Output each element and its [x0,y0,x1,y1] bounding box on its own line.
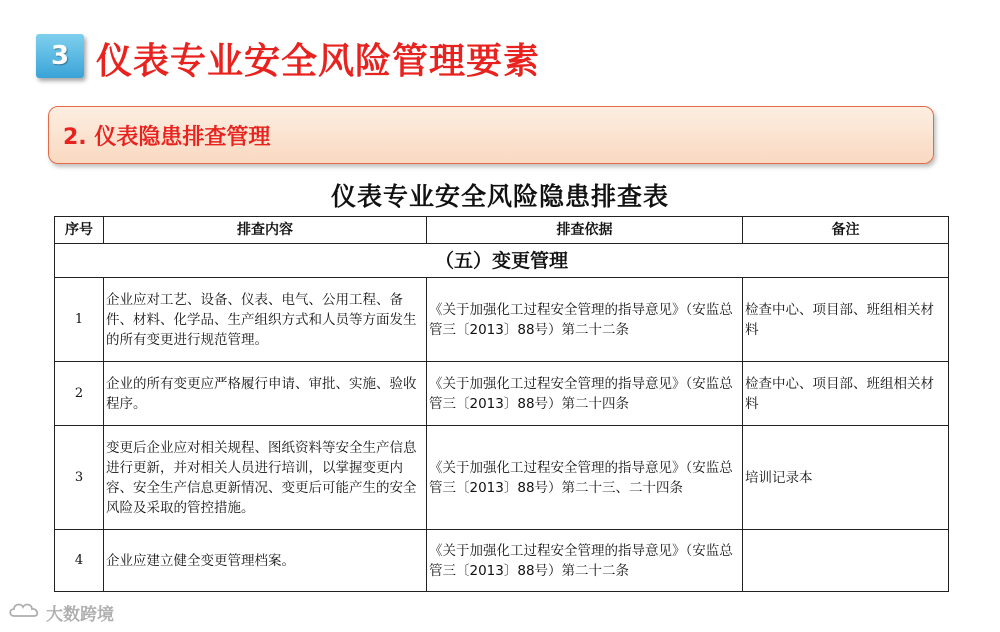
row-number: 3 [55,426,104,530]
page-title: 仪表专业安全风险管理要素 [96,40,541,82]
watermark-text: 大数跨境 [46,604,114,625]
row-note: 检查中心、项目部、班组相关材料 [743,362,949,426]
row-basis: 《关于加强化工过程安全管理的指导意见》（安监总管三〔2013〕88号）第二十四条 [427,362,743,426]
slide-number: 3 [50,41,70,71]
row-basis: 《关于加强化工过程安全管理的指导意见》（安监总管三〔2013〕88号）第二十二条 [427,530,743,592]
column-header-content: 排查内容 [104,217,427,244]
section-banner [48,106,934,164]
table-row [55,426,949,530]
column-header-no: 序号 [55,217,104,244]
row-number: 2 [55,362,104,426]
table-title: 仪表专业安全风险隐患排查表 [330,182,669,211]
row-note: 培训记录本 [743,426,949,530]
row-basis: 《关于加强化工过程安全管理的指导意见》（安监总管三〔2013〕88号）第二十二条 [427,278,743,362]
cloud-logo-icon [8,601,42,624]
column-header-note: 备注 [743,217,949,244]
row-content: 企业的所有变更应严格履行申请、审批、实施、验收程序。 [104,362,427,426]
group-row [55,244,949,278]
row-basis: 《关于加强化工过程安全管理的指导意见》（安监总管三〔2013〕88号）第二十三、二十四条 [427,426,743,530]
table-row [55,278,949,362]
watermark [8,600,114,624]
slide-number-badge [36,34,84,78]
column-header-basis: 排查依据 [427,217,743,244]
row-note: 检查中心、项目部、班组相关材料 [743,278,949,362]
table-row [55,530,949,592]
section-banner-label: 2. 仪表隐患排查管理 [63,124,271,150]
row-content: 企业应对工艺、设备、仪表、电气、公用工程、备件、材料、化学品、生产组织方式和人员等方面发生的所有变更进行规范管理。 [104,278,427,362]
row-content: 企业应建立健全变更管理档案。 [104,530,427,592]
risk-inspection-table [54,216,949,592]
row-number: 4 [55,530,104,592]
row-note [743,530,949,592]
row-content: 变更后企业应对相关规程、图纸资料等安全生产信息进行更新，并对相关人员进行培训，以掌握变更内容、安全生产信息更新情况、变更后可能产生的安全风险及采取的管控措施。 [104,426,427,530]
table-row [55,362,949,426]
group-title: （五）变更管理 [55,244,949,278]
table-header-row [55,217,949,244]
row-number: 1 [55,278,104,362]
